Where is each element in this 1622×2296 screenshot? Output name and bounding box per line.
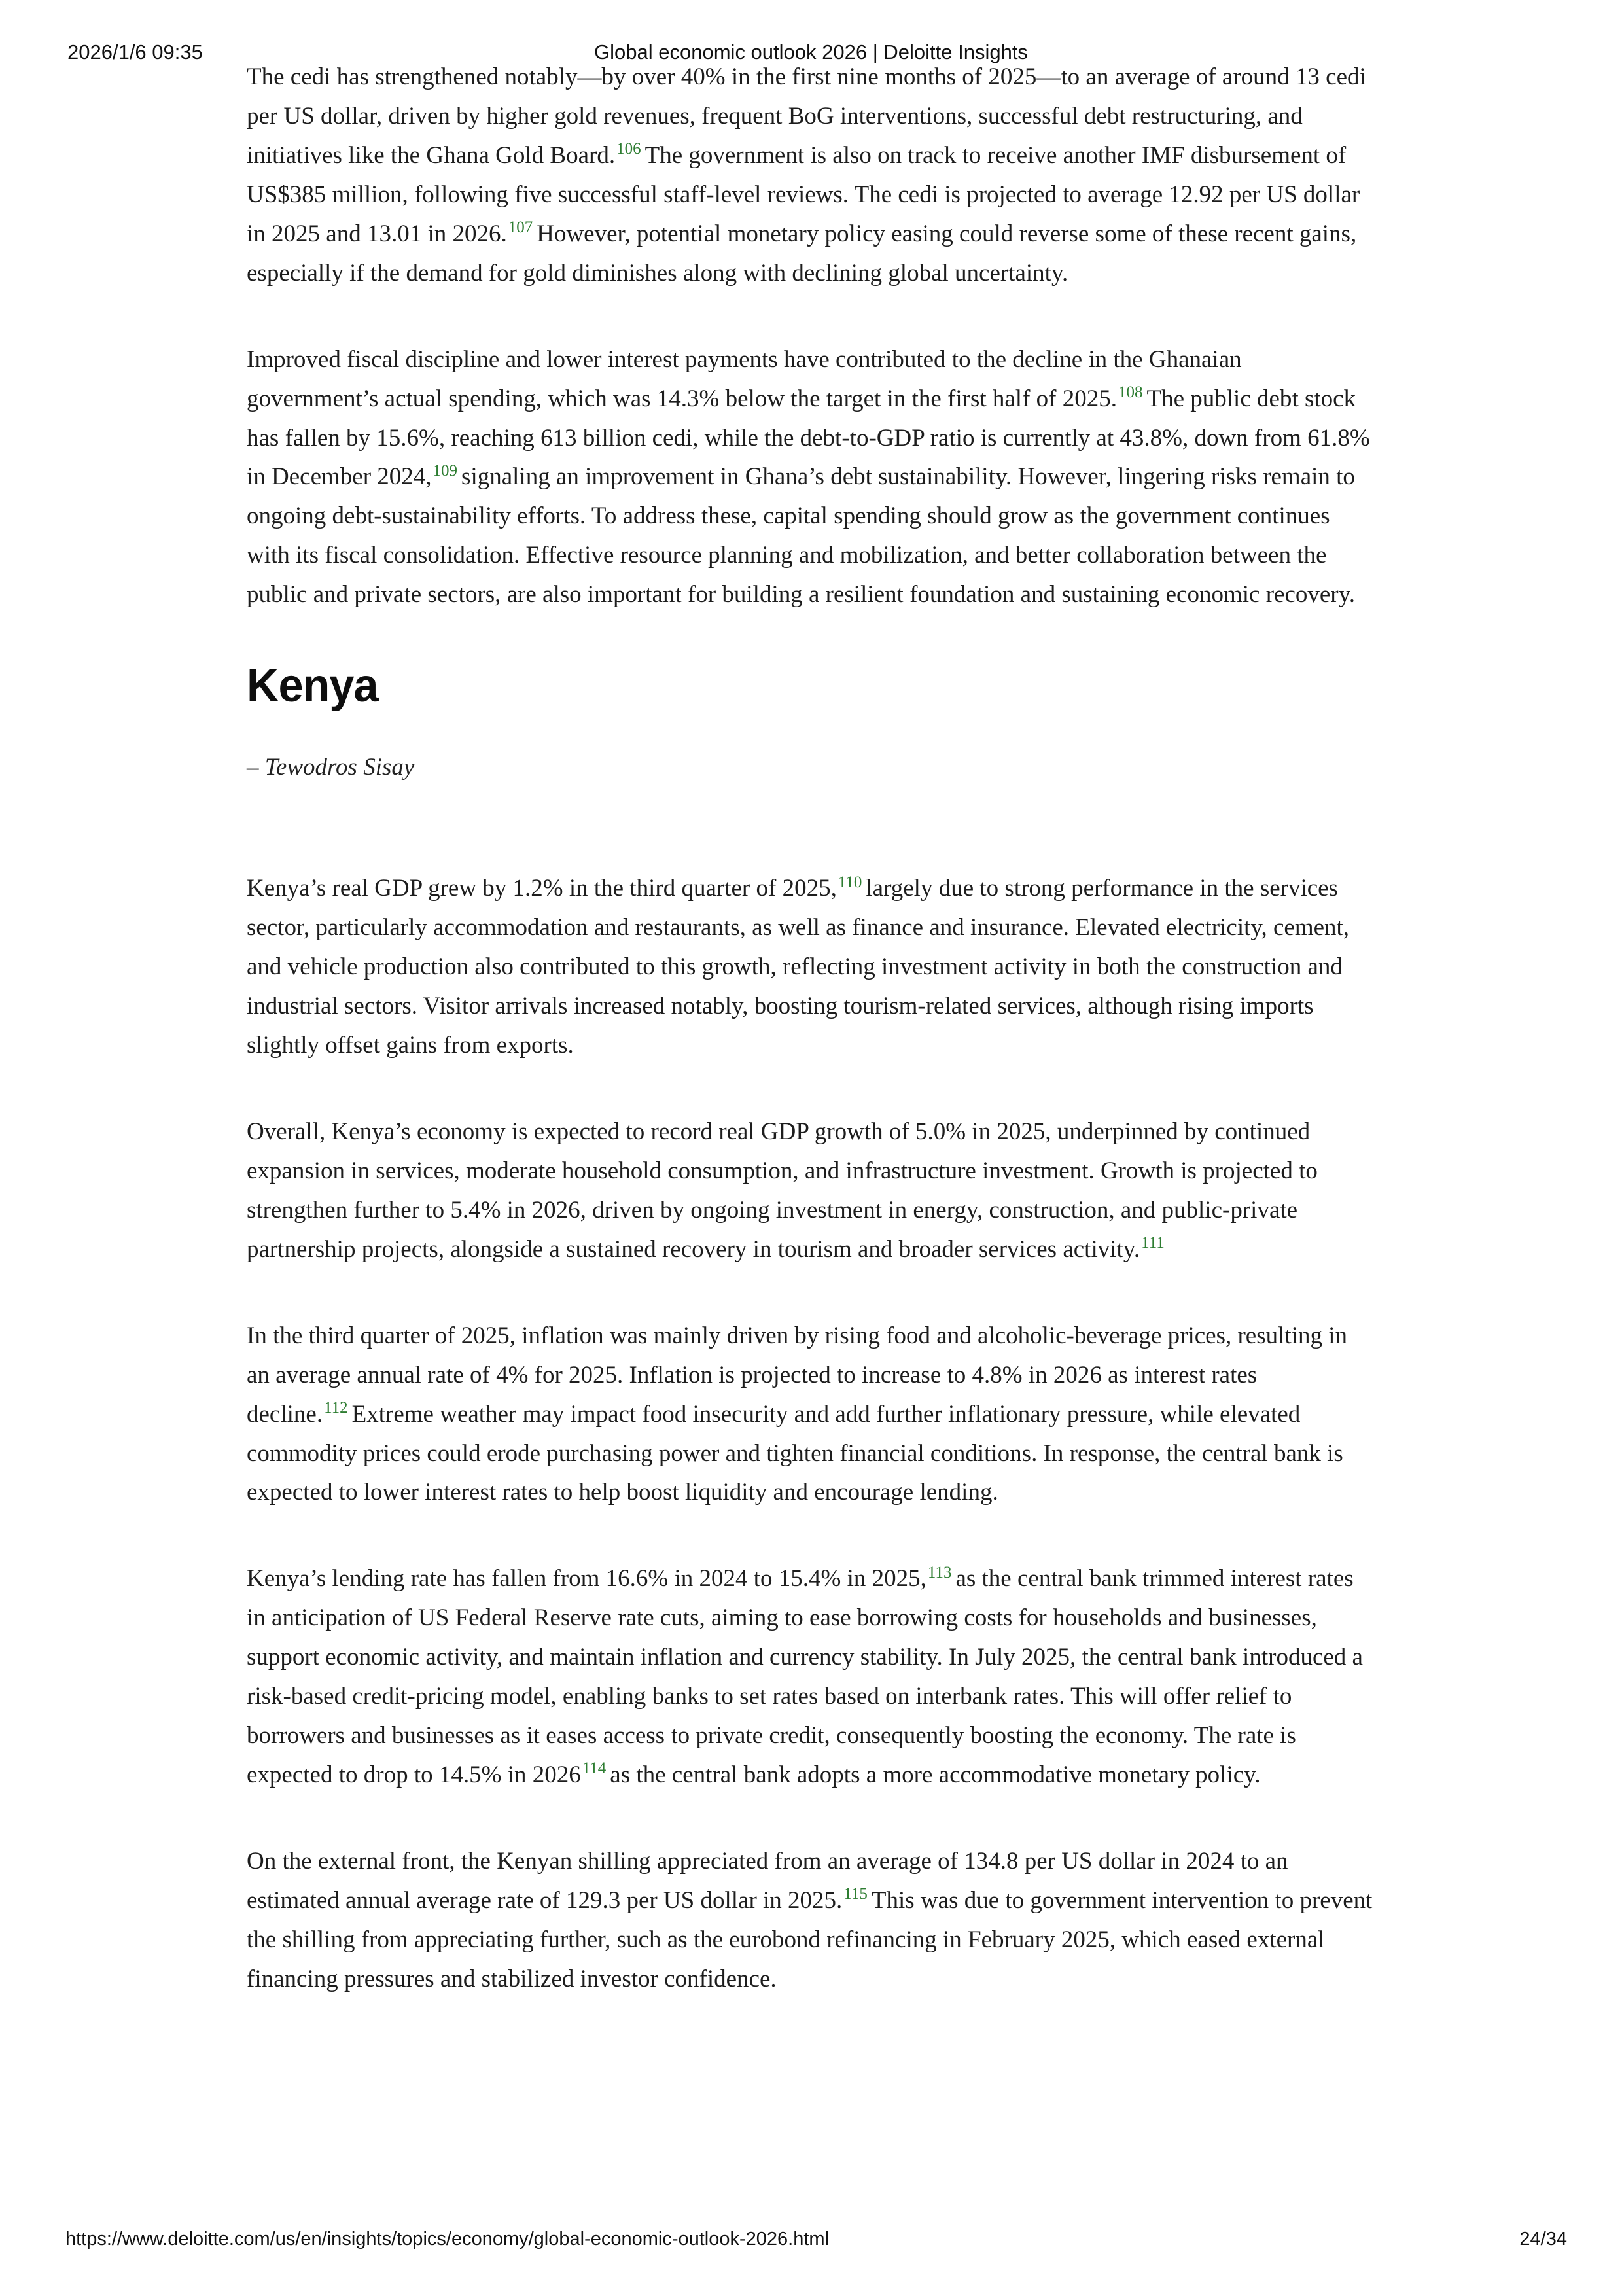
article-paragraph bbox=[247, 869, 1373, 1065]
footnote-link[interactable]: 106 bbox=[616, 140, 641, 158]
author-byline: – Tewodros Sisay bbox=[247, 753, 415, 781]
article-paragraph bbox=[247, 58, 1373, 293]
paragraph-text: In the third quarter of 2025, inflation was mainly driven by rising food and alcoholic-beverage prices, resulting in an average annual rate of 4% for 2025. Inflation is projected to increase to 4.8% in 2026 as interest rates decline. bbox=[247, 1322, 1348, 1428]
footnote-link[interactable]: 107 bbox=[508, 219, 533, 236]
paragraph-text: The cedi has strengthened notably—by over 40% in the first nine months of 2025—to an average of around 13 cedi per US dollar, driven by higher gold revenues, frequent BoG interventions, successful debt restructuring, and initiatives like the Ghana Gold Board. bbox=[247, 63, 1366, 169]
article-paragraph bbox=[247, 340, 1373, 615]
footnote-link[interactable]: 115 bbox=[843, 1885, 868, 1903]
paragraph-text: Improved fiscal discipline and lower interest payments have contributed to the decline in the Ghanaian government’s actual spending, which was 14.3% below the target in the first half of 2025. bbox=[247, 345, 1242, 412]
paragraph-text: Kenya’s lending rate has fallen from 16.6% in 2024 to 15.4% in 2025, bbox=[247, 1565, 926, 1593]
paragraph-text: This was due to government intervention to prevent the shilling from appreciating further, such as the eurobond refinancing in February 2025, which eased external financing pressures and stabilized investor confidence. bbox=[247, 1886, 1373, 1992]
article-body bbox=[247, 58, 1373, 2046]
page-number: 24/34 bbox=[1519, 2229, 1567, 2250]
paragraph-text: On the external front, the Kenyan shilling appreciated from an average of 134.8 per US dollar in 2024 to an estimated annual average rate of 129.3 per US dollar in 2025. bbox=[247, 1848, 1288, 1914]
paragraph-text: as the central bank trimmed interest rates in anticipation of US Federal Reserve rate cuts, aiming to ease borrowing costs for households and businesses, support economic activity, and maintain inflation and currency stability. In July 2025, the central bank introduced a risk-based credit-pricing model, enabling banks to set rates based on interbank rates. This will offer relief to borrowers and businesses as it eases access to private credit, consequently boosting the economy. The rate is expected to drop to 14.5% in 2026 bbox=[247, 1565, 1363, 1789]
article-paragraph bbox=[247, 1842, 1373, 1999]
footnote-link[interactable]: 109 bbox=[432, 461, 458, 480]
document-title: Global economic outlook 2026 | Deloitte Insights bbox=[594, 41, 1028, 63]
footnote-link[interactable]: 108 bbox=[1118, 383, 1143, 401]
paragraph-text: signaling an improvement in Ghana’s debt sustainability. However, lingering risks remain to ongoing debt-sustainability efforts. To address these, capital spending should grow as the government continues with its fiscal consolidation. Effective resource planning and mobilization, and better collaboration between the public and private sectors, are also important for building a resilient foundation and sustaining economic recovery. bbox=[247, 463, 1355, 609]
article-paragraph bbox=[247, 1112, 1373, 1269]
footnote-link[interactable]: 114 bbox=[582, 1759, 607, 1778]
section-heading-kenya: Kenya bbox=[247, 660, 378, 713]
paragraph-text: largely due to strong performance in the services sector, particularly accommodation and restaurants, as well as finance and insurance. Elevated electricity, cement, and vehicle production also contributed to this growth, reflecting investment activity in both the construction and industrial sectors. Visitor arrivals increased notably, boosting tourism-related services, although rising imports slightly offset gains from exports. bbox=[247, 875, 1350, 1059]
footnote-link[interactable]: 110 bbox=[837, 873, 862, 891]
paragraph-text: Extreme weather may impact food insecurity and add further inflationary pressure, while elevated commodity prices could erode purchasing power and tighten financial conditions. In response, the central bank is expected to lower interest rates to help boost liquidity and encourage lending. bbox=[247, 1400, 1343, 1506]
paragraph-text: The public debt stock has fallen by 15.6%, reaching 613 billion cedi, while the debt-to-GDP ratio is currently at 43.8%, down from 61.8% in December 2024, bbox=[247, 385, 1370, 491]
footnote-link[interactable]: 113 bbox=[927, 1563, 952, 1581]
paragraph-text: Kenya’s real GDP grew by 1.2% in the third quarter of 2025, bbox=[247, 875, 837, 902]
footnote-link[interactable]: 112 bbox=[324, 1398, 348, 1417]
paragraph-text: as the central bank adopts a more accommodative monetary policy. bbox=[610, 1761, 1261, 1789]
print-datetime: 2026/1/6 09:35 bbox=[67, 41, 203, 63]
paragraph-text: The government is also on track to receive another IMF disbursement of US$385 million, following five successful staff-level reviews. The cedi is projected to average 12.92 per US dollar in 2025 and 13.01 in 2026. bbox=[247, 141, 1360, 247]
paragraph-text: Overall, Kenya’s economy is expected to record real GDP growth of 5.0% in 2025, underpinned by continued expansion in services, moderate household consumption, and infrastructure investment. Growth is projected to strengthen further to 5.4% in 2026, driven by ongoing investment in energy, construction, and public-private partnership projects, alongside a sustained recovery in tourism and broader services activity. bbox=[247, 1118, 1318, 1263]
paragraph-text: However, potential monetary policy easing could reverse some of these recent gains, especially if the demand for gold diminishes along with declining global uncertainty. bbox=[247, 220, 1357, 287]
article-paragraph bbox=[247, 1316, 1373, 1513]
article-paragraph bbox=[247, 1559, 1373, 1795]
source-url: https://www.deloitte.com/us/en/insights/topics/economy/global-economic-outlook-2026.html bbox=[65, 2229, 830, 2250]
footnote-link[interactable]: 111 bbox=[1141, 1234, 1165, 1252]
